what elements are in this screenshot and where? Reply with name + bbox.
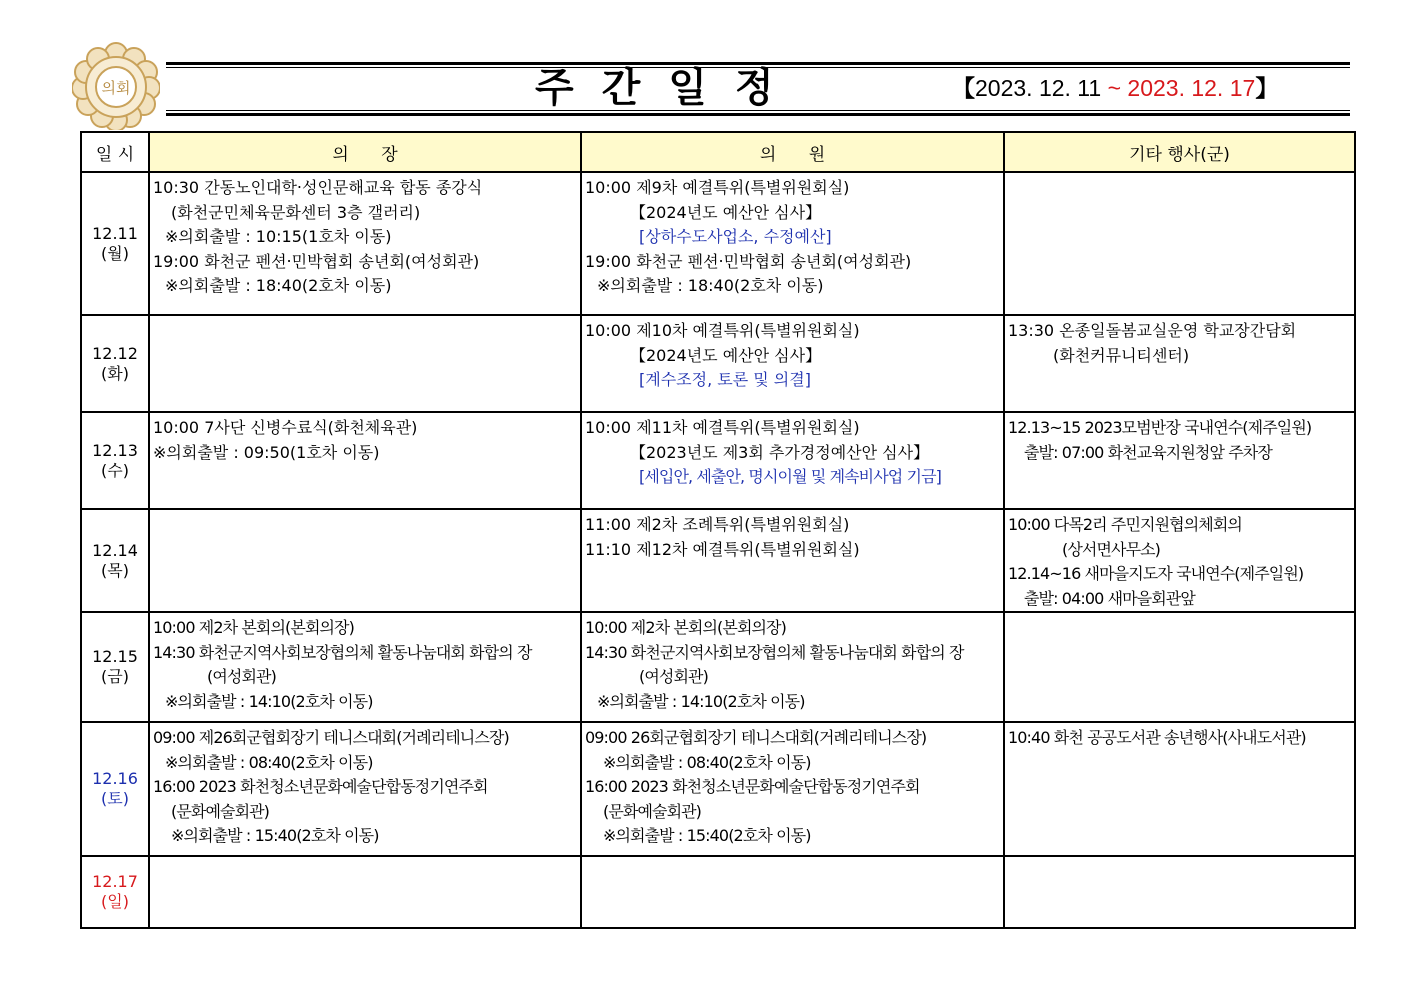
event-line: ※의회출발 : 14:10(2호차 이동): [165, 691, 373, 711]
day-weekday: (화): [101, 363, 129, 383]
emblem-text: 의회: [101, 79, 131, 97]
event-line: [세입안, 세출안, 명시이월 및 계속비사업 기금]: [639, 467, 941, 486]
members-cell: [581, 722, 1004, 856]
table-row: [81, 722, 1355, 856]
event-line: 10:00 제2차 본회의(본회의장): [585, 618, 786, 637]
event-line: 09:00 26회군협회장기 테니스대회(거례리테니스장): [585, 728, 927, 747]
day-date: 12.12: [92, 343, 138, 363]
event-line: [계수조정, 토론 및 의결]: [639, 370, 811, 389]
council-emblem: [72, 42, 160, 130]
other-cell: [1004, 612, 1355, 722]
event-line: 16:00 2023 화천청소년문화예술단합동정기연주회: [585, 777, 920, 796]
bracket-open: 【: [952, 75, 975, 101]
table-row: [81, 509, 1355, 612]
event-line: (문화예술회관): [603, 801, 702, 821]
schedule-table: [80, 131, 1356, 929]
members-cell: [581, 612, 1004, 722]
table-header-row: [81, 132, 1355, 172]
other-cell: [1004, 722, 1355, 856]
event-line: 12.14~16 새마을지도자 국내연수(제주일원): [1008, 564, 1304, 583]
event-line: 10:00 다목2리 주민지원협의체회의: [1008, 515, 1242, 534]
event-line: 【2024년도 예산안 심사】: [630, 345, 822, 365]
day-date: 12.14: [92, 540, 138, 560]
table-row: [81, 612, 1355, 722]
period-start: 2023. 12. 11: [975, 75, 1102, 101]
day-weekday: (월): [101, 243, 129, 263]
event-line: ※의회출발 : 08:40(2호차 이동): [165, 752, 373, 772]
day-date: 12.11: [92, 223, 138, 243]
event-line: (여성회관): [207, 667, 276, 686]
day-weekday: (목): [101, 560, 129, 580]
event-line: ※의회출발 : 18:40(2호차 이동): [597, 276, 824, 295]
chair-cell: [149, 172, 581, 315]
table-row: [81, 412, 1355, 509]
day-cell: [81, 612, 149, 722]
day-date: 12.15: [92, 647, 138, 666]
event-line: ※의회출발 : 18:40(2호차 이동): [165, 276, 392, 295]
event-line: 12.13~15 2023모범반장 국내연수(제주일원): [1008, 418, 1312, 437]
day-cell: [81, 509, 149, 612]
header-rule: [166, 113, 1350, 116]
day-cell: [81, 412, 149, 509]
event-line: (화천커뮤니티센터): [1053, 345, 1190, 365]
event-line: (화천군민체육문화센터 3층 갤러리): [171, 202, 421, 222]
event-line: (여성회관): [639, 667, 708, 686]
event-line: 10:00 제10차 예결특위(특별위원회실): [585, 321, 860, 340]
bracket-close: 】: [1255, 75, 1279, 101]
event-line: ※의회출발 : 14:10(2호차 이동): [597, 691, 805, 711]
event-line: 【2024년도 예산안 심사】: [630, 202, 822, 222]
event-line: 11:10 제12차 예결특위(특별위원회실): [585, 539, 860, 559]
event-line: [상하수도사업소, 수정예산]: [639, 227, 832, 246]
event-line: 13:30 온종일돌봄교실운영 학교장간담회: [1008, 321, 1297, 340]
event-line: 14:30 화천군지역사회보장협의체 활동나눔대회 화합의 장: [585, 642, 964, 662]
day-cell: [81, 315, 149, 412]
event-line: 11:00 제2차 조례특위(특별위원회실): [585, 515, 850, 534]
event-line: (상서면사무소): [1062, 539, 1161, 559]
chair-cell: [149, 509, 581, 612]
event-line: 10:40 화천 공공도서관 송년행사(사내도서관): [1008, 728, 1306, 747]
day-weekday: (금): [101, 667, 129, 686]
members-cell: [581, 509, 1004, 612]
event-line: 10:30 간동노인대학‧성인문해교육 합동 종강식: [153, 178, 483, 197]
event-line: ※의회출발 : 08:40(2호차 이동): [603, 752, 811, 772]
event-line: 09:00 제26회군협회장기 테니스대회(거례리테니스장): [153, 728, 509, 747]
day-cell: [81, 856, 149, 928]
header-other: 기타 행사(군): [1004, 132, 1355, 172]
event-line: 10:00 제2차 본회의(본회의장): [153, 618, 354, 637]
members-cell: [581, 412, 1004, 509]
event-line: 10:00 제11차 예결특위(특별위원회실): [585, 418, 860, 437]
day-weekday: (토): [101, 789, 129, 808]
members-cell: [581, 315, 1004, 412]
header-members: 의 원: [581, 132, 1004, 172]
event-line: ※의회출발 : 15:40(2호차 이동): [171, 826, 379, 845]
event-line: 19:00 화천군 펜션‧민박협회 송년회(여성회관): [585, 251, 912, 271]
day-date: 12.17: [92, 872, 138, 891]
day-cell: [81, 722, 149, 856]
members-cell: [581, 856, 1004, 928]
other-cell: [1004, 172, 1355, 315]
other-cell: [1004, 315, 1355, 412]
period-end: 2023. 12. 17: [1127, 75, 1256, 101]
chair-cell: [149, 856, 581, 928]
event-line: 19:00 화천군 펜션‧민박협회 송년회(여성회관): [153, 251, 480, 271]
period-separator: ~: [1101, 75, 1128, 101]
chair-cell: [149, 612, 581, 722]
day-date: 12.16: [92, 769, 138, 788]
event-line: 출발: 07:00 화천교육지원청앞 주차장: [1024, 442, 1272, 462]
event-line: 10:00 제9차 예결특위(특별위원회실): [585, 178, 850, 197]
day-weekday: (수): [101, 460, 129, 480]
other-cell: [1004, 509, 1355, 612]
table-row: [81, 172, 1355, 315]
chair-cell: [149, 722, 581, 856]
page-title: 주간일정: [535, 64, 802, 111]
event-line: 10:00 7사단 신병수료식(화천체육관): [153, 418, 418, 437]
header-chair: 의 장: [149, 132, 581, 172]
event-line: ※의회출발 : 10:15(1호차 이동): [165, 227, 392, 246]
other-cell: [1004, 412, 1355, 509]
members-cell: [581, 172, 1004, 315]
chair-cell: [149, 412, 581, 509]
other-cell: [1004, 856, 1355, 928]
event-line: 14:30 화천군지역사회보장협의체 활동나눔대회 화합의 장: [153, 642, 532, 662]
day-date: 12.13: [92, 440, 138, 460]
chair-cell: [149, 315, 581, 412]
event-line: ※의회출발 : 09:50(1호차 이동): [153, 442, 380, 462]
date-range: [952, 72, 1278, 104]
table-row: [81, 856, 1355, 928]
day-weekday: (일): [101, 892, 129, 911]
day-cell: [81, 172, 149, 315]
event-line: ※의회출발 : 15:40(2호차 이동): [603, 826, 811, 845]
event-line: 16:00 2023 화천청소년문화예술단합동정기연주회: [153, 777, 488, 796]
event-line: 【2023년도 제3회 추가경정예산안 심사】: [630, 442, 930, 462]
event-line: (문화예술회관): [171, 801, 270, 821]
header-date: 일 시: [81, 132, 149, 172]
event-line: 출발: 04:00 새마을회관앞: [1024, 588, 1195, 608]
table-row: [81, 315, 1355, 412]
